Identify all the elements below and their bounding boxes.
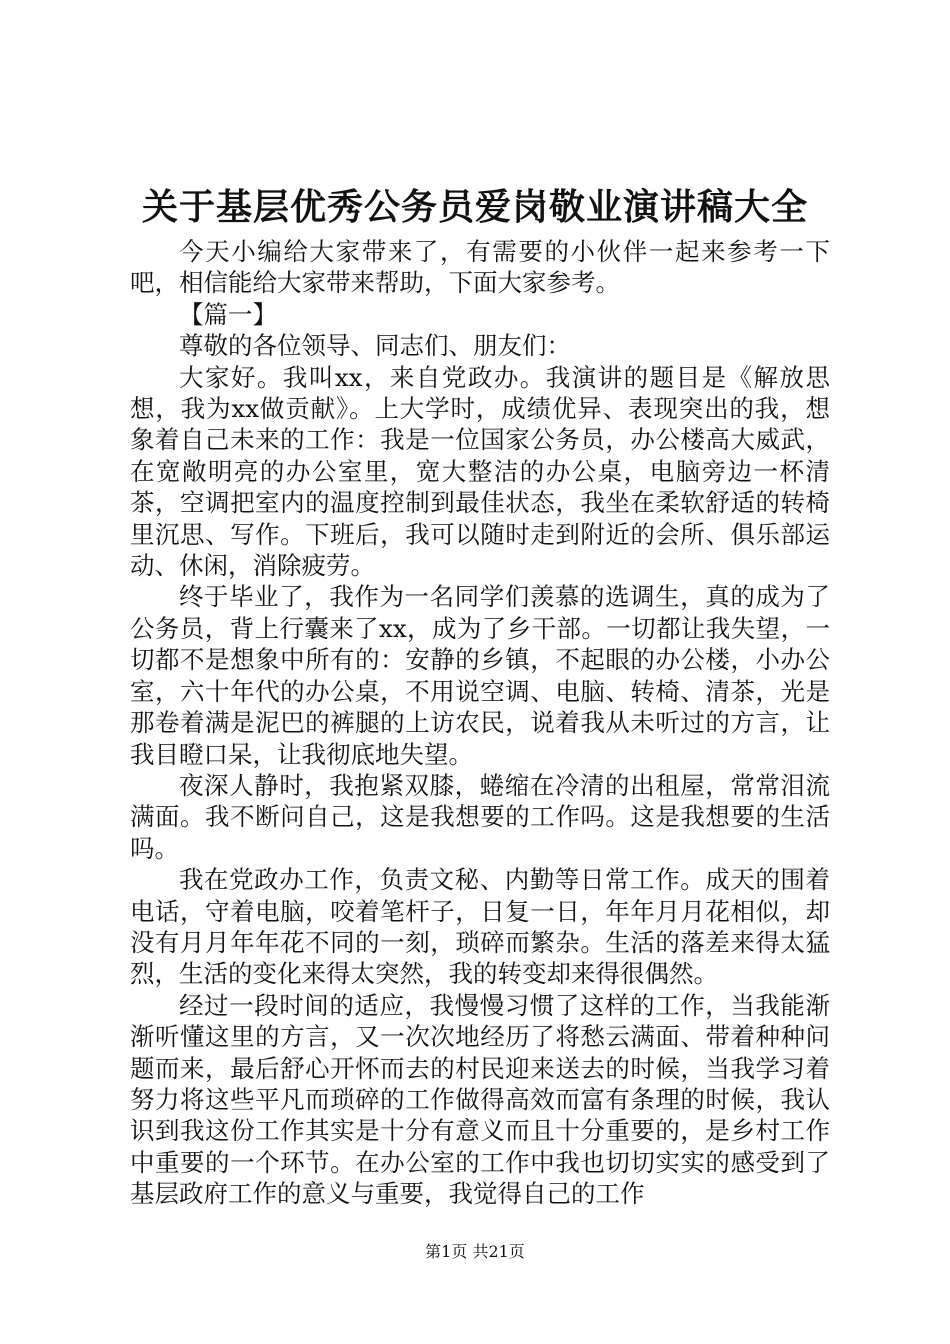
page-number-footer: 第1页 共21页 [425, 1242, 525, 1261]
section-heading: 【篇一】 [179, 299, 277, 329]
paragraph: 大家好。我叫xx，来自党政办。我演讲的题目是《解放思想，我为xx做贡献》。上大学时，成绩优异、表现突出的我，想象着自己未来的工作：我是一位国家公务员，办公楼高大威武，在宽敞明亮的办公室里，宽大整洁的办公桌，电脑旁边一杯清茶，空调把室内的温度控制到最佳状态，我坐在柔软舒适的转椅里沉思、写作。下班后，我可以随时走到附近的会所、俱乐部运动、休闲，消除疲劳。 [130, 362, 830, 581]
paragraph: 夜深人静时，我抱紧双膝，蜷缩在冷清的出租屋，常常泪流满面。我不断问自己，这是我想要的工作吗。这是我想要的生活吗。 [130, 770, 830, 863]
document-body [130, 236, 830, 1210]
paragraph: 我在党政办工作，负责文秘、内勤等日常工作。成天的围着电话，守着电脑，咬着笔杆子，日复一日，年年月月花相似，却没有月月年年花不同的一刻，琐碎而繁杂。生活的落差来得太猛烈，生活的变化来得太突然，我的转变却来得很偶然。 [130, 865, 830, 989]
paragraph: 今天小编给大家带来了，有需要的小伙伴一起来参考一下吧，相信能给大家带来帮助，下面大家参考。 [130, 237, 830, 298]
paragraph: 经过一段时间的适应，我慢慢习惯了这样的工作，当我能渐渐听懂这里的方言，又一次次地经历了将愁云满面、带着种种问题而来，最后舒心开怀而去的村民迎来送去的时候，当我学习着努力将这些平凡而琐碎的工作做得高效而富有条理的时候，我认识到我这份工作其实是十分有意义而且十分重要的，是乡村工作中重要的一个环节。在办公室的工作中我也切切实实的感受到了基层政府工作的意义与重要，我觉得自己的工作 [130, 990, 830, 1209]
salutation: 尊敬的各位领导、同志们、朋友们： [179, 331, 571, 361]
document-title: 关于基层优秀公务员爱岗敬业演讲稿大全 [141, 186, 808, 228]
paragraph: 终于毕业了，我作为一名同学们羡慕的选调生，真的成为了公务员，背上行囊来了xx，成为了乡干部。一切都让我失望，一切都不是想象中所有的：安静的乡镇，不起眼的办公楼，小办公室，六十年代的办公桌，不用说空调、电脑、转椅、清茶，光是那卷着满是泥巴的裤腿的上访农民，说着我从未听过的方言，让我目瞪口呆，让我彻底地失望。 [130, 582, 830, 769]
